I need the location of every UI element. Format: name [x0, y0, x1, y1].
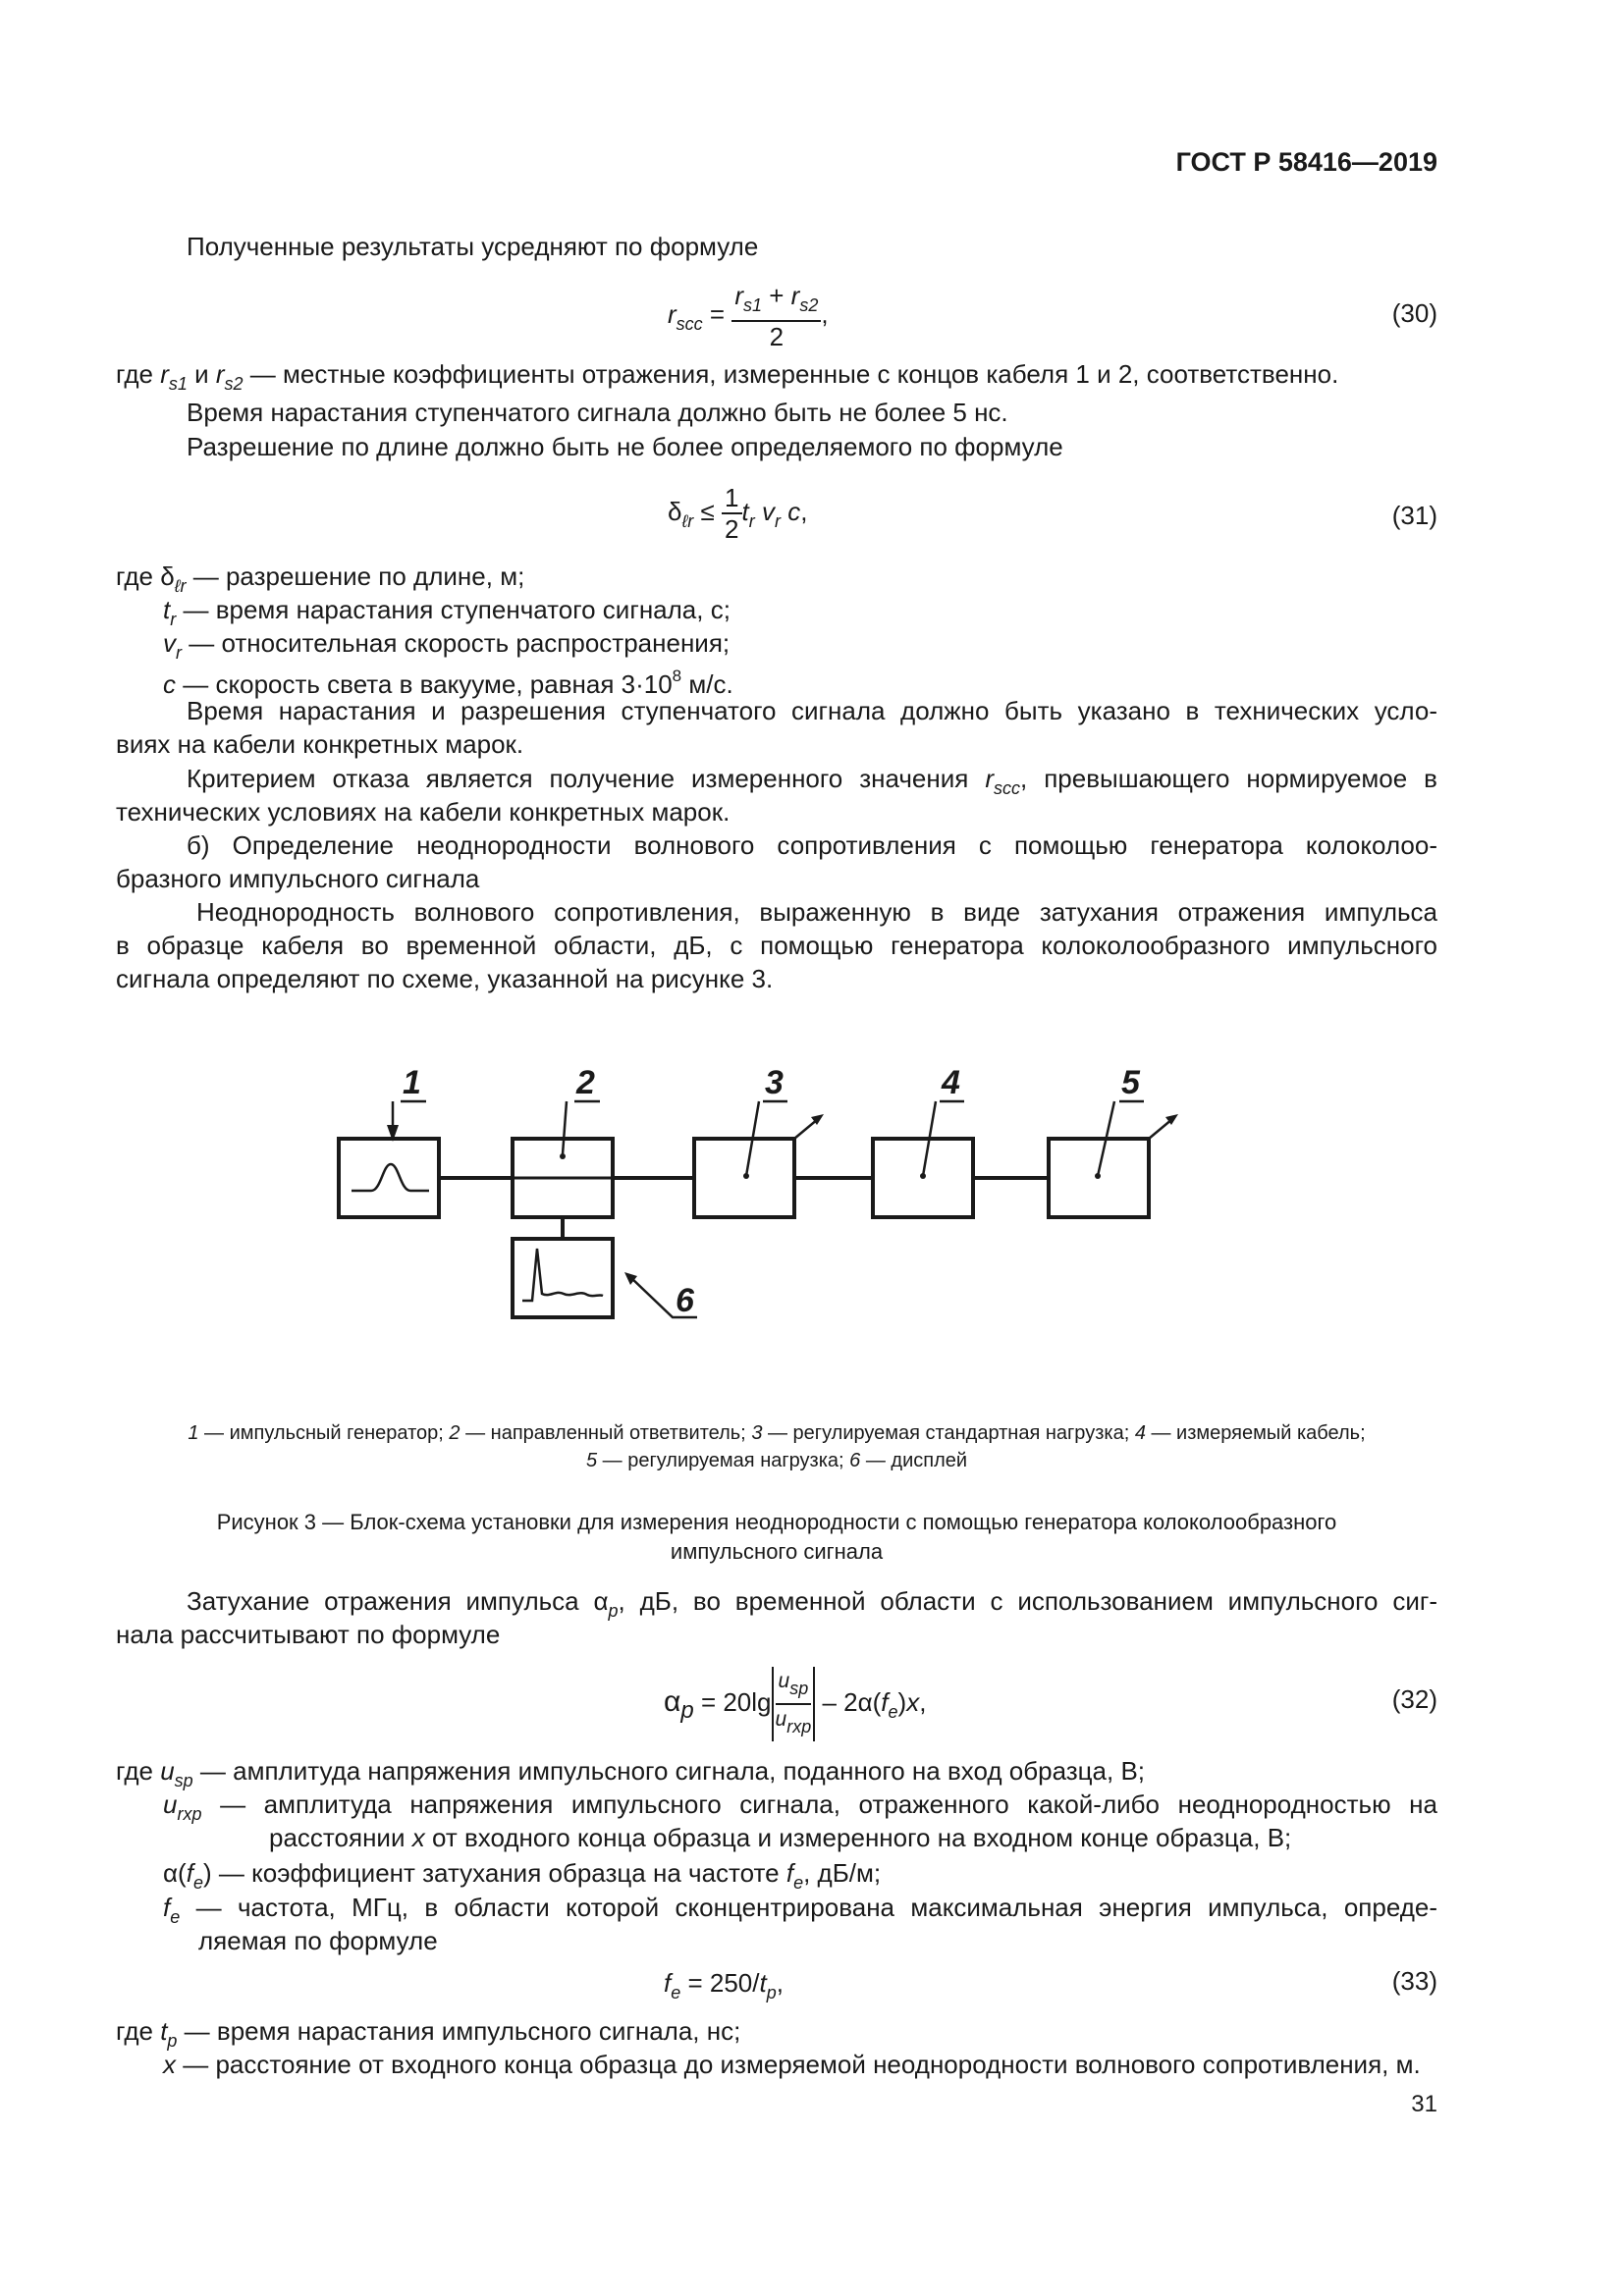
figure-title [116, 1508, 1437, 1567]
legend-text: — импульсный генератор; [198, 1422, 450, 1444]
label-3: 3 [765, 1064, 784, 1101]
label-4: 4 [942, 1064, 960, 1101]
paragraph-text: , превышающего нормируемое в [1020, 764, 1437, 793]
eq-subscript: e [671, 1983, 681, 2002]
eq-symbol: u [163, 1789, 178, 1819]
block-pulse-generator [339, 1139, 439, 1217]
definition-text: расстоянии [269, 1823, 412, 1852]
leader-line [563, 1101, 567, 1154]
definition-text: м/с. [681, 669, 733, 699]
legend-number: 3 [751, 1422, 763, 1444]
definition-text: — амплитуда напряжения импульсного сигнала, поданного на вход образца, В; [199, 1756, 1146, 1786]
eq-subscript: p [608, 1601, 619, 1621]
figure-title-line: Рисунок 3 — Блок-схема установки для измерения неоднородности с помощью генератора колоколообразного [216, 1510, 1337, 1534]
where-lead: где [116, 2016, 153, 2046]
eq-symbol: r [215, 359, 225, 389]
label-5: 5 [1121, 1064, 1140, 1101]
legend-number: 1 [188, 1422, 199, 1444]
figure-title-line: импульсного сигнала [670, 1539, 884, 1564]
paragraph: Время нарастания ступенчатого сигнала должно быть не более 5 нс. [187, 398, 1008, 427]
eq-punct: , [800, 496, 808, 526]
eq-symbol: f [186, 1858, 193, 1888]
paragraph: Полученные результаты усредняют по формуле [187, 232, 759, 261]
label-2: 2 [576, 1064, 595, 1101]
definition-text: — время нарастания ступенчатого сигнала, с; [183, 595, 731, 624]
eq-subscript: r [170, 610, 177, 629]
definition-text: — коэффициент затухания образца на частоте [211, 1858, 786, 1888]
definition-text: — амплитуда напряжения импульсного сигнала, отраженного какой-либо неоднородностью на [220, 1789, 1437, 1819]
fraction-denominator: 2 [769, 322, 785, 351]
eq-subscript: sp [174, 1771, 193, 1790]
eq-symbol: r [160, 359, 169, 389]
paragraph-line: в образце кабеля во временной области, дБ, с помощью генератора колоколообразного импульсного [116, 931, 1437, 960]
legend-number: 5 [585, 1450, 598, 1471]
eq-symbol: x [906, 1686, 920, 1717]
definition-text: от входного конца образца и измеренного на входном конце образца, В; [424, 1823, 1292, 1852]
eq-symbol: r [790, 281, 800, 310]
paragraph-line: бразного импульсного сигнала [116, 864, 480, 893]
eq-subscript: r [176, 643, 182, 663]
equation-33 [664, 1966, 784, 2009]
eq-operator: = 20lg [700, 1686, 772, 1717]
eq-symbol: x [411, 1823, 425, 1852]
eq-symbol: α [593, 1586, 609, 1616]
eq-symbol: f [664, 1968, 672, 1998]
eq-subscript: p [766, 1983, 777, 2002]
equation-number: (30) [1391, 298, 1437, 328]
eq-subscript: r [774, 510, 781, 531]
eq-symbol: x [163, 2050, 176, 2079]
leader-dot [743, 1173, 749, 1179]
paragraph-line: б) Определение неоднородности волнового сопротивления с помощью генератора колоколоо- [187, 830, 1437, 860]
document-header: ГОСТ Р 58416—2019 [1175, 147, 1437, 177]
definition-text: — разрешение по длине, м; [192, 561, 525, 591]
eq-symbol: v [163, 628, 176, 658]
equation-number: (31) [1391, 501, 1437, 530]
eq-subscript: s1 [168, 374, 188, 394]
eq-symbol: r [985, 764, 994, 793]
label-6: 6 [676, 1282, 694, 1319]
eq-symbol: u [775, 1708, 787, 1731]
definition-text: — время нарастания импульсного сигнала, нс; [184, 2016, 741, 2046]
definition-text: — скорость света в вакууме, равная 3·10 [183, 669, 673, 699]
eq-symbol: v [761, 496, 775, 526]
eq-subscript: s1 [743, 295, 763, 315]
eq-operator: ≤ [700, 496, 715, 526]
legend-text: — направленный ответвитель; [460, 1422, 752, 1444]
legend-number: 4 [1134, 1422, 1146, 1444]
eq-punct: , [821, 298, 829, 329]
figure-legend [116, 1419, 1437, 1474]
eq-symbol: t [160, 2016, 168, 2046]
eq-operator: ) [897, 1686, 907, 1717]
eq-symbol: u [160, 1756, 175, 1786]
paragraph-line: Неоднородность волнового сопротивления, выраженную в виде затухания отражения импульса [196, 897, 1437, 927]
eq-symbol: α [664, 1684, 681, 1718]
paragraph-line: нала рассчитывают по формуле [116, 1620, 501, 1649]
leader-dot [920, 1173, 926, 1179]
legend-text: — измеряемый кабель; [1145, 1422, 1366, 1444]
fraction-numerator: 1 [722, 483, 741, 514]
paragraph-text: Критерием отказа является получение измеренного значения [187, 764, 986, 793]
definition-line [269, 1821, 1291, 1854]
eq-symbol: u [778, 1670, 790, 1692]
leader-dot [560, 1153, 566, 1159]
paragraph-text: , дБ, во временной области с использованием импульсного сиг- [618, 1586, 1438, 1616]
where-lead: где [116, 359, 153, 389]
eq-symbol: ) [202, 1858, 212, 1888]
eq-subscript: p [167, 2031, 178, 2051]
equation-number: (32) [1391, 1684, 1437, 1714]
conjunction: и [194, 359, 209, 389]
eq-subscript: s2 [224, 374, 244, 394]
eq-operator: – 2α( [822, 1686, 882, 1717]
absolute-value [772, 1667, 816, 1741]
eq-subscript: e [170, 1907, 181, 1927]
bell-pulse-icon [352, 1164, 429, 1191]
equation-number: (33) [1391, 1966, 1437, 1996]
eq-operator: + [769, 281, 785, 310]
eq-subscript: scc [994, 778, 1020, 798]
where-lead: где [116, 561, 153, 591]
eq-subscript: ℓr [174, 576, 187, 596]
eq-subscript: scc [676, 313, 703, 334]
eq-subscript: p [680, 1696, 694, 1724]
eq-symbol: t [163, 595, 171, 624]
reflection-trace-icon [522, 1249, 603, 1301]
eq-symbol: δ [668, 496, 682, 526]
eq-superscript: 8 [672, 667, 682, 685]
eq-punct: , [776, 1968, 784, 1998]
legend-number: 2 [449, 1422, 460, 1444]
eq-symbol: f [785, 1858, 794, 1888]
block-display [513, 1239, 613, 1317]
eq-operator: = 250/ [680, 1968, 760, 1998]
paragraph-text: Затухание отражения импульса [187, 1586, 594, 1616]
eq-punct: , [919, 1686, 927, 1717]
legend-text: — регулируемая стандартная нагрузка; [762, 1422, 1135, 1444]
eq-symbol: r [734, 281, 743, 310]
definition-text: — местные коэффициенты отражения, измеренные с концов кабеля 1 и 2, соответственно. [249, 359, 1339, 389]
legend-text: — дисплей [860, 1450, 968, 1471]
definition-text: , дБ/м; [803, 1858, 882, 1888]
eq-subscript: e [888, 1701, 898, 1722]
legend-text: — регулируемая нагрузка; [597, 1450, 850, 1471]
definition-text: — относительная скорость распространения; [189, 628, 731, 658]
definition-line: ляемая по формуле [198, 1926, 438, 1955]
legend-number: 6 [849, 1450, 861, 1471]
eq-symbol: f [881, 1686, 889, 1717]
eq-subscript: ℓr [681, 510, 694, 531]
eq-symbol: r [668, 298, 677, 329]
label-1: 1 [403, 1064, 421, 1101]
definition-text: — частота, МГц, в области которой сконцентрирована максимальная энергия импульса, опреде- [195, 1893, 1437, 1922]
where-lead: где [116, 1756, 153, 1786]
eq-symbol: α( [163, 1858, 187, 1888]
fraction-denominator: 2 [725, 514, 739, 544]
paragraph: Разрешение по длине должно быть не более определяемого по формуле [187, 432, 1063, 461]
adjust-arrow [1149, 1119, 1172, 1139]
eq-symbol: c [163, 669, 176, 699]
eq-symbol: t [741, 496, 749, 526]
eq-operator: = [709, 298, 726, 329]
eq-subscript: r [748, 510, 755, 531]
paragraph-line: Время нарастания и разрешения ступенчатого сигнала должно быть указано в технических усло- [187, 696, 1437, 725]
eq-symbol: c [787, 496, 801, 526]
eq-symbol: δ [160, 561, 175, 591]
eq-subscript: e [192, 1873, 203, 1893]
paragraph-line: технических условиях на кабели конкретных марок. [116, 797, 731, 827]
eq-symbol: f [163, 1893, 171, 1922]
definition-line [163, 2048, 1421, 2081]
eq-subscript: rxp [177, 1804, 202, 1824]
paragraph-line: виях на кабели конкретных марок. [116, 729, 524, 759]
eq-subscript: sp [789, 1679, 809, 1698]
page-number: 31 [1411, 2091, 1437, 2117]
eq-symbol: t [759, 1968, 767, 1998]
equation-32 [664, 1667, 926, 1741]
adjust-arrow [794, 1119, 818, 1139]
leader-dot [1095, 1173, 1101, 1179]
definition-text: — расстояние от входного конца образца до измеряемой неоднородности волнового сопротивления, м. [183, 2050, 1421, 2079]
eq-subscript: s2 [799, 295, 819, 315]
eq-subscript: rxp [786, 1717, 812, 1736]
paragraph-line: сигнала определяют по схеме, указанной на рисунке 3. [116, 964, 774, 993]
eq-subscript: e [793, 1873, 804, 1893]
